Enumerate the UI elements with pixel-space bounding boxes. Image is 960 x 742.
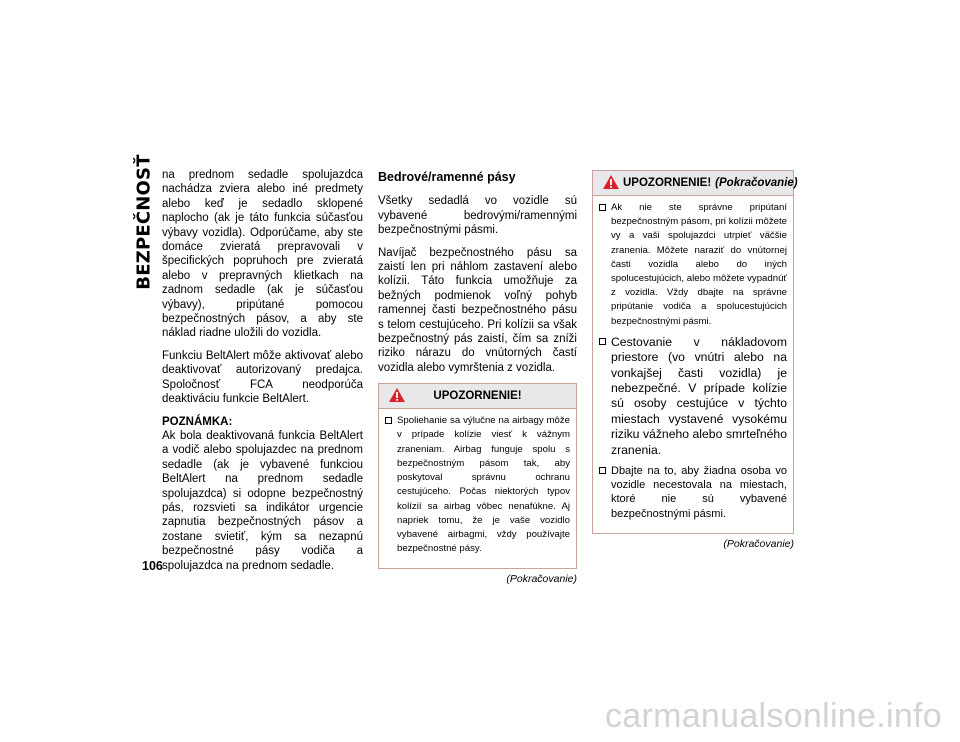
column-middle [378, 168, 577, 587]
note-text: Ak bola deaktivovaná funkcia BeltAlert a vodič alebo spolujazdec na prednom sedadle (ak je vybavené funkciou BeltAlert na prednom sedadle spolujazdca) si odopne bezpečnostný pás, rozsvieti sa indikátor urgencie zapnutia bezpečnostných pásov a zostane svietiť, kým sa nezapnú bezpečnostné pásy vodiča a spolujazdca na prednom sedadle. [162, 429, 363, 572]
page-number: 106 [142, 559, 163, 573]
warning-box [592, 170, 798, 534]
list-item [385, 414, 570, 556]
list-item [599, 335, 787, 458]
warning-text: Cestovanie v nákladovom priestore (vo vnútri alebo na vonkajšej časti vozidla) je nebezpečné. V prípade kolízie sú osoby cestujúce v týchto miestach vystavené vysokému riziku vážneho alebo smrteľného zranenia. [611, 334, 787, 457]
warning-triangle-icon [602, 174, 620, 190]
warning-header [379, 384, 576, 409]
bullet-square-icon [599, 338, 606, 345]
paragraph: Funkciu BeltAlert môže aktivovať alebo deaktivovať autorizovaný predajca. Spoločnosť FCA neodporúča deaktiváciu funkcie BeltAlert. [162, 349, 363, 406]
warning-triangle-icon [388, 387, 406, 403]
warning-box [378, 383, 577, 569]
paragraph: Všetky sedadlá vo vozidle sú vybavené bedrovými/ramennými bezpečnostnými pásmi. [378, 195, 577, 237]
warning-title-suffix: (Pokračovanie) [715, 176, 798, 189]
section-heading: Bedrové/ramenné pásy [378, 170, 516, 184]
continued-label: (Pokračovanie) [506, 573, 577, 586]
section-title: BEZPEČNOSŤ [133, 154, 155, 290]
list-item [599, 464, 787, 521]
paragraph: na prednom sedadle spolujazdca nachádza zviera alebo iné predmety alebo keď je sedadlo sklopené naplocho (ak je táto funkcia súčasťou výbavy vozidla). Odporúčame, aby ste domáce zvieratá prepravovali v špecifických popruhoch pre zvieratá alebo v prepravných klietkach na zadnom sedadle (ak je súčasťou výbavy), pripútané pomocou bezpečnostných pásov, a aby ste náklad riadne uložili do vozidla. [162, 169, 363, 340]
warning-body [593, 196, 793, 533]
warning-text: Dbajte na to, aby žiadna osoba vo vozidle necestovala na miestach, ktoré nie sú vybavené bezpečnostnými pásmi. [611, 465, 787, 520]
warning-title: UPOZORNENIE! [433, 390, 522, 403]
note-title: POZNÁMKA: [162, 415, 233, 428]
paragraph: Navíjač bezpečnostného pásu sa zaistí len pri náhlom zastavení alebo kolízii. Táto funkcia umožňuje za bežných podmienok voľný pohyb ramennej časti bezpečnostného pásu s telom cestujúceho. Pri kolízii sa však bezpečnostný pás zaistí, čím sa zníži riziko nárazu do vnútorných častí vozidla alebo vymrštenia z vozidla. [378, 246, 577, 374]
warning-text: Spoliehanie sa výlučne na airbagy môže v prípade kolízie viesť k vážnym zraneniam. Airbag funguje spolu s bezpečnostným pásom tak, aby poskytoval správnu ochranu cestujúceho. Počas niektorých typov kolízií sa airbag vôbec nenafúkne. Aj napriek tomu, že je vaše vozidlo vybavené airbagmi, vždy používajte bezpečnostné pásy. [397, 415, 570, 555]
section-side-tab [133, 154, 155, 290]
warning-text: Ak nie ste správne pripútaní bezpečnostným pásom, pri kolízii môžete vy a vaši spolujazdci utrpieť väčšie zranenia. Môžete naraziť do vnútornej časti vozidla alebo do iných spolucestujúcich, alebo môžete vypadnúť z vozidla. Vždy dbajte na správne pripútanie vodiča a spolucestujúcich bezpečnostnými pásmi. [611, 202, 787, 327]
warning-header [593, 171, 798, 196]
bullet-square-icon [385, 417, 392, 424]
list-item [599, 201, 787, 329]
continued-label: (Pokračovanie) [723, 537, 794, 550]
bullet-square-icon [599, 467, 606, 474]
warning-body [379, 409, 576, 568]
column-left [162, 168, 363, 581]
watermark: carmanualsonline.info [604, 697, 942, 735]
warning-title: UPOZORNENIE! [623, 176, 712, 189]
bullet-square-icon [599, 204, 606, 211]
column-right [592, 170, 798, 551]
